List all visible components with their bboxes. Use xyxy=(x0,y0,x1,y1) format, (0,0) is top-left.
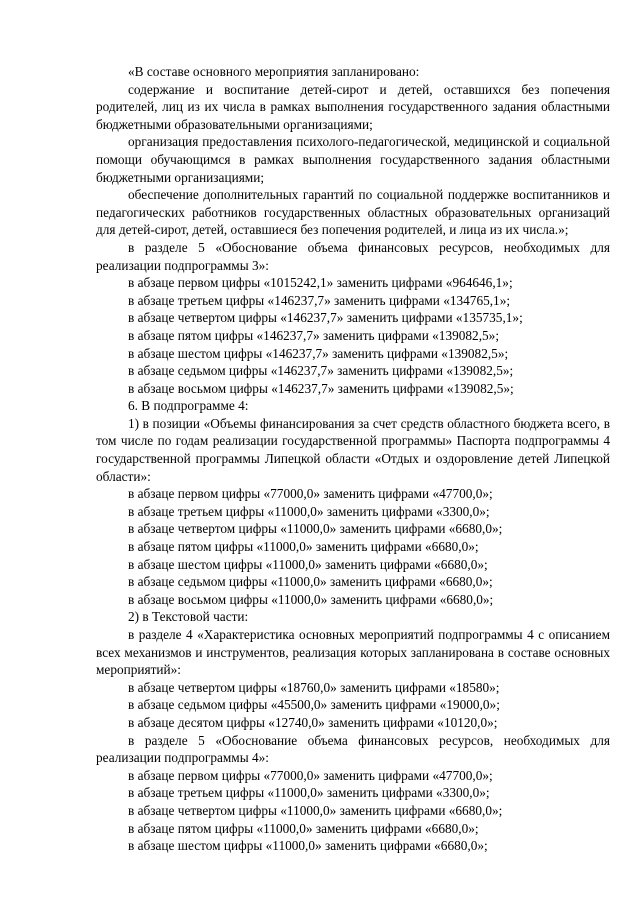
paragraph: в абзаце десятом цифры «12740,0» заменить цифрами «10120,0»; xyxy=(128,714,498,730)
paragraph: в абзаце четвертом цифры «11000,0» заменить цифрами «6680,0»; xyxy=(128,802,503,818)
paragraph: 2) в Текстовой части: xyxy=(128,609,249,625)
paragraph: в абзаце первом цифры «77000,0» заменить цифрами «47700,0»; xyxy=(128,767,493,783)
paragraph: в абзаце третьем цифры «11000,0» заменить цифрами «3300,0»; xyxy=(128,785,490,801)
paragraph: 1) в позиции «Объемы финансирования за счет средств областного бюджета всего, в том числе по годам реализации государственной программы» Паспорта подпрограммы 4 государственной программы Липецкой области «Отдых и оздоровление детей Липецкой области»: xyxy=(96,415,610,484)
paragraph: обеспечение дополнительных гарантий по социальной поддержке воспитанников и педагогических работников государственных областных образовательных организаций для детей-сирот, детей, оставшиеся без попечения родителей, и лица из их числа.»; xyxy=(96,187,610,238)
paragraph: в абзаце пятом цифры «146237,7» заменить цифрами «139082,5»; xyxy=(128,327,500,343)
paragraph: в абзаце первом цифры «77000,0» заменить цифрами «47700,0»; xyxy=(128,486,493,502)
paragraph: в абзаце шестом цифры «146237,7» заменить цифрами «139082,5»; xyxy=(128,345,509,361)
paragraph: в абзаце четвертом цифры «18760,0» заменить цифрами «18580»; xyxy=(128,679,500,695)
paragraph: содержание и воспитание детей-сирот и детей, оставшихся без попечения родителей, лиц из их числа в рамках выполнения государственного задания областными бюджетными образовательными организациями; xyxy=(96,81,610,132)
paragraph: в разделе 5 «Обоснование объема финансовых ресурсов, необходимых для реализации подпрограммы 3»: xyxy=(96,239,610,273)
paragraph: в абзаце седьмом цифры «11000,0» заменить цифрами «6680,0»; xyxy=(128,574,493,590)
paragraph: в абзаце пятом цифры «11000,0» заменить цифрами «6680,0»; xyxy=(128,539,479,555)
paragraph: 6. В подпрограмме 4: xyxy=(128,398,249,414)
paragraph: в абзаце третьем цифры «11000,0» заменить цифрами «3300,0»; xyxy=(128,503,490,519)
paragraph: в разделе 5 «Обоснование объема финансовых ресурсов, необходимых для реализации подпрограммы 4»: xyxy=(96,732,610,766)
paragraph: в абзаце седьмом цифры «146237,7» заменить цифрами «139082,5»; xyxy=(128,363,514,379)
paragraph: в абзаце четвертом цифры «11000,0» заменить цифрами «6680,0»; xyxy=(128,521,503,537)
paragraph: в абзаце четвертом цифры «146237,7» заменить цифрами «135735,1»; xyxy=(128,310,523,326)
paragraph: организация предоставления психолого-педагогической, медицинской и социальной помощи обучающимся в рамках выполнения государственного задания областными бюджетными организациями; xyxy=(96,134,610,185)
document-body xyxy=(96,63,610,855)
paragraph: в абзаце восьмом цифры «146237,7» заменить цифрами «139082,5»; xyxy=(128,380,514,396)
paragraph: в абзаце первом цифры «1015242,1» заменить цифрами «964646,1»; xyxy=(128,275,513,291)
paragraph: в абзаце шестом цифры «11000,0» заменить цифрами «6680,0»; xyxy=(128,838,488,854)
paragraph: в абзаце пятом цифры «11000,0» заменить цифрами «6680,0»; xyxy=(128,820,479,836)
paragraph: в абзаце третьем цифры «146237,7» заменить цифрами «134765,1»; xyxy=(128,292,511,308)
paragraph: «В составе основного мероприятия запланировано: xyxy=(128,64,420,79)
paragraph: в разделе 4 «Характеристика основных мероприятий подпрограммы 4 с описанием всех механизмов и инструментов, реализация которых запланирована в составе основных мероприятий»: xyxy=(96,627,610,678)
paragraph: в абзаце седьмом цифры «45500,0» заменить цифрами «19000,0»; xyxy=(128,697,500,713)
paragraph: в абзаце шестом цифры «11000,0» заменить цифрами «6680,0»; xyxy=(128,556,488,572)
paragraph: в абзаце восьмом цифры «11000,0» заменить цифрами «6680,0»; xyxy=(128,591,494,607)
